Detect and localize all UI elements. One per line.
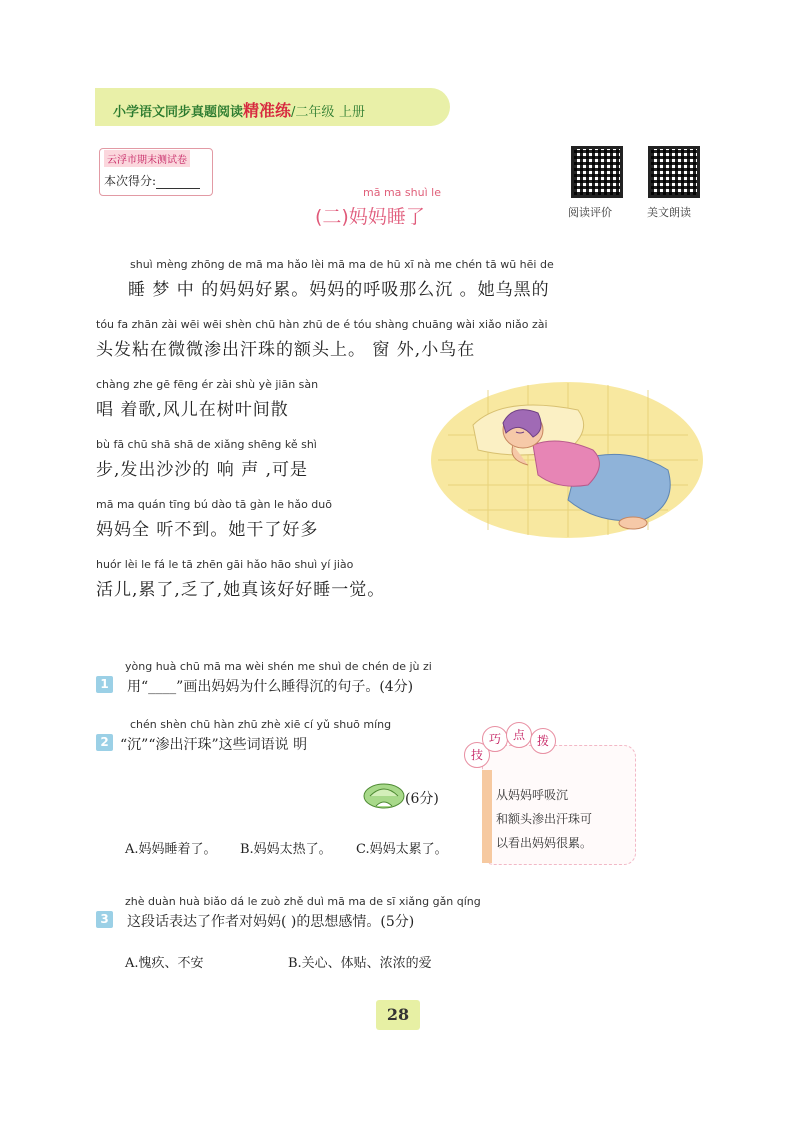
passage-pinyin: bù fā chū shā shā de xiǎng shēng kě shì [96,438,317,451]
question-2-option-a[interactable]: A.妈妈睡着了。 [125,842,217,857]
passage-line: 唱 着歌,风儿在树叶间散 [96,400,289,420]
question-2-option-b[interactable]: B.妈妈太热了。 [240,842,332,857]
qr-code-reading[interactable] [648,146,700,198]
question-1-pinyin: yòng huà chū mā ma wèi shén me shuì de chén de jù zi [125,660,432,673]
sleeping-mother-illustration [428,375,706,540]
passage-pinyin: mā ma quán tīng bú dào tā gàn le hǎo duō [96,498,332,511]
question-number-1: 1 [96,676,113,693]
page-title: (二)妈妈睡了 [315,206,425,228]
header-title: 小学语文同步真题阅读精准练/二年级 上册 [113,101,365,120]
question-number-2: 2 [96,734,113,751]
question-3-text: 这段话表达了作者对妈妈( )的思想感情。(5分) [127,914,415,930]
source-label: 云浮市期末测试卷 [104,150,190,167]
question-2-option-c[interactable]: C.妈妈太累了。 [356,842,448,857]
passage-line: 妈妈全 听不到。她干了好多 [96,520,319,540]
tip-badge: 点 [506,722,532,748]
passage-pinyin: shuì mèng zhōng de mā ma hǎo lèi mā ma de hū xī nà me chén tā wū hēi de [130,258,554,271]
question-3-option-b[interactable]: B.关心、体贴、浓浓的爱 [288,956,432,971]
title-pinyin: mā ma shuì le [363,186,441,199]
question-number-3: 3 [96,911,113,928]
passage-line: 活儿,累了,乏了,她真该好好睡一觉。 [96,580,386,600]
score-field: 本次得分: [104,172,200,189]
question-1-text: 用“____”画出妈妈为什么睡得沉的句子。(4分) [127,679,414,695]
passage-pinyin: huór lèi le fá le tā zhēn gāi hǎo hāo shuì yí jiào [96,558,354,571]
passage-pinyin: tóu fa zhān zài wēi wēi shèn chū hàn zhū de é tóu shàng chuāng wài xiǎo niǎo zài [96,318,548,331]
cabbage-icon [362,778,406,810]
passage-line: 步,发出沙沙的 响 声 ,可是 [96,460,309,480]
qr-caption-review: 阅读评价 [568,206,612,219]
page-number: 28 [376,1000,420,1030]
question-2-pinyin: chén shèn chū hàn zhū zhè xiē cí yǔ shuō míng [130,718,392,731]
qr-code-review[interactable] [571,146,623,198]
question-2-text: “沉”“渗出汗珠”这些词语说 明 [120,737,308,753]
tip-badge: 巧 [482,726,508,752]
tip-badge: 技 [464,742,490,768]
passage-pinyin: chàng zhe gē fēng ér zài shù yè jiān sàn [96,378,319,391]
passage-line: 睡 梦 中 的妈妈好累。妈妈的呼吸那么沉 。她乌黑的 [128,280,550,300]
tip-pencil-bar [482,770,492,863]
question-3-pinyin: zhè duàn huà biǎo dá le zuò zhě duì mā ma de sī xiǎng gǎn qíng [125,895,481,908]
tip-text: 从妈妈呼吸沉 和额头渗出汗珠可 以看出妈妈很累。 [496,788,593,850]
tip-badge: 拨 [530,728,556,754]
question-3-option-a[interactable]: A.愧疚、不安 [125,956,204,971]
question-2-score: (6分) [405,791,439,807]
passage-line: 头发粘在微微渗出汗珠的额头上。 窗 外,小鸟在 [96,340,476,360]
qr-caption-reading: 美文朗读 [647,206,691,219]
